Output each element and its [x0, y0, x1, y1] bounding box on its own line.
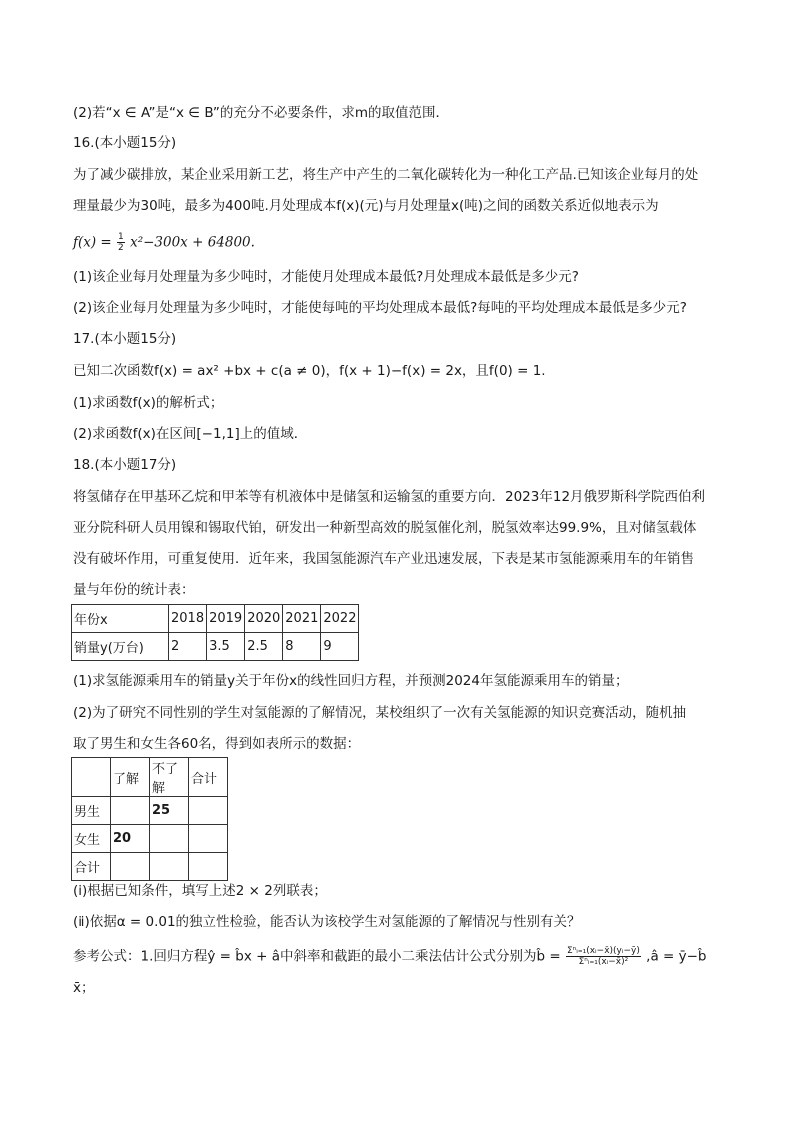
fraction-numerator: 1 — [118, 232, 124, 242]
table-cell — [189, 853, 228, 881]
fraction-numerator: Σⁿᵢ₌₁(xᵢ−x̄)(yᵢ−ȳ) — [566, 946, 640, 956]
table-cell — [150, 853, 189, 881]
fraction-half — [117, 232, 125, 253]
table-cell: 不了解 — [150, 758, 189, 797]
table-row — [72, 758, 228, 797]
table-cell: 女生 — [72, 825, 111, 853]
text-line: (1)求氢能源乘用车的销量y关于年份x的线性回归方程，并预测2024年氢能源乘用车的销量； — [73, 673, 629, 689]
table-cell: 2022 — [321, 605, 359, 633]
table-cell: 年份x — [72, 605, 169, 633]
text-line: x̄； — [73, 980, 95, 996]
text-line: (1)求函数f(x)的解析式； — [73, 395, 224, 411]
question-17-heading: 17.(本小题15分) — [73, 331, 177, 347]
fraction-denominator: Σⁿᵢ₌₁(xᵢ−x̄)² — [578, 957, 629, 967]
table-cell: 2 — [169, 633, 207, 661]
table-cell: 25 — [150, 797, 189, 825]
text-line: (2)为了研究不同性别的学生对氢能源的了解情况，某校组织了一次有关氢能源的知识竞赛活动，随机抽 — [73, 705, 687, 721]
text-line: (2)若“x ∈ A”是“x ∈ B”的充分不必要条件，求m的取值范围． — [73, 105, 450, 121]
formula-rhs: x²−300x + 64800. — [130, 234, 255, 251]
table-cell — [111, 853, 150, 881]
text-line: 已知二次函数f(x) = ax² +bx + c(a ≠ 0)，f(x + 1)−f(x) = 2x，且f(0) = 1. — [73, 363, 546, 379]
text-line: (2)求函数f(x)在区间[−1,1]上的值域． — [73, 426, 308, 442]
question-16-heading: 16.(本小题15分) — [73, 135, 177, 151]
table-cell: 2021 — [283, 605, 321, 633]
table-cell: 合计 — [189, 758, 228, 797]
table-row — [72, 633, 359, 661]
table-cell: 了解 — [111, 758, 150, 797]
text-line: 理量最少为30吨，最多为400吨.月处理成本f(x)(元)与月处理量x(吨)之间的函数关系近似地表示为 — [73, 198, 659, 214]
text-line: 取了男生和女生各60名，得到如表所示的数据： — [73, 736, 361, 752]
table-cell: 20 — [111, 825, 150, 853]
table-cell: 男生 — [72, 797, 111, 825]
table-cell: 2020 — [245, 605, 283, 633]
table-row — [72, 797, 228, 825]
table-cell: 3.5 — [207, 633, 245, 661]
table-cell: 8 — [283, 633, 321, 661]
table-row — [72, 853, 228, 881]
table-row — [72, 605, 359, 633]
table-cell: 9 — [321, 633, 359, 661]
table-cell: 2.5 — [245, 633, 283, 661]
table-cell: 销量y(万台) — [72, 633, 169, 661]
table-cell — [189, 825, 228, 853]
fraction-denominator: 2 — [118, 243, 124, 253]
table-cell: 2018 — [169, 605, 207, 633]
table-cell — [189, 797, 228, 825]
reference-formula-text: 参考公式：1.回归方程ŷ = b̂x + â中斜率和截距的最小二乘法估计公式分别为b̂ = — [73, 948, 561, 965]
formula-line — [73, 946, 706, 967]
table-row — [72, 825, 228, 853]
table-cell — [150, 825, 189, 853]
formula-lhs: f(x) = — [73, 234, 117, 251]
text-line: 亚分院科研人员用镍和锡取代铂，研发出一种新型高效的脱氢催化剂，脱氢效率达99.9%，且对储氢载体 — [73, 520, 697, 536]
text-line: 为了减少碳排放，某企业采用新工艺，将生产中产生的二氧化碳转化为一种化工产品.已知该企业每月的处 — [73, 167, 699, 183]
text-line: (2)该企业每月处理量为多少吨时，才能使每吨的平均处理成本最低?每吨的平均处理成本最低是多少元? — [73, 300, 687, 316]
question-18-heading: 18.(本小题17分) — [73, 457, 177, 473]
formula-line — [73, 232, 255, 253]
text-line: 将氢储存在甲基环乙烷和甲苯等有机液体中是储氢和运输氢的重要方向．2023年12月俄罗斯科学院西伯利 — [73, 489, 706, 505]
contingency-table — [71, 757, 228, 881]
text-line: 量与年份的统计表： — [73, 582, 195, 598]
fraction-b-hat — [566, 946, 641, 967]
text-line: (ⅰ)根据已知条件，填写上述2 × 2列联表； — [73, 883, 327, 899]
reference-formula-text: ,â = ȳ−b̂ — [646, 948, 707, 965]
text-line: (ⅱ)依据α = 0.01的独立性检验，能否认为该校学生对氢能源的了解情况与性别有关？ — [73, 914, 581, 930]
sales-table — [71, 604, 359, 661]
table-cell — [111, 797, 150, 825]
table-cell — [72, 758, 111, 797]
table-cell: 合计 — [72, 853, 111, 881]
text-line: 没有破坏作用，可重复使用．近年来，我国氢能源汽车产业迅速发展，下表是某市氢能源乘用车的年销售 — [73, 551, 694, 567]
text-line: (1)该企业每月处理量为多少吨时，才能使月处理成本最低?月处理成本最低是多少元? — [73, 269, 579, 285]
table-cell: 2019 — [207, 605, 245, 633]
